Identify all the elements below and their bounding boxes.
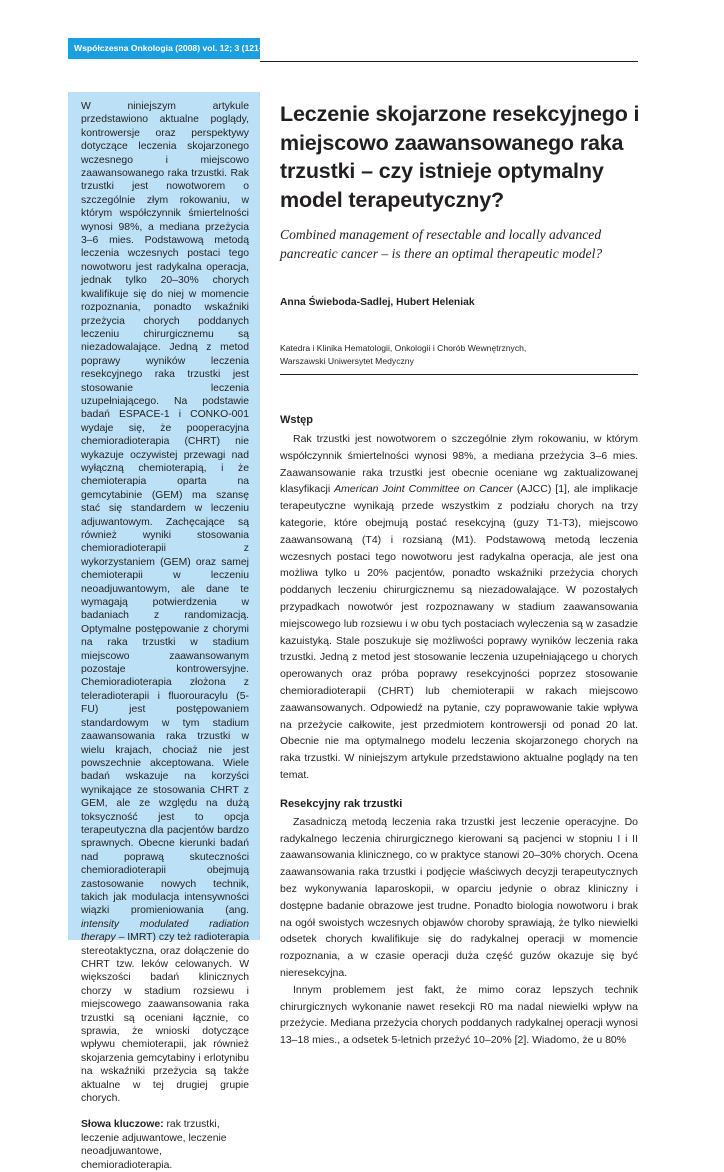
intro-italic-term: American Joint Committee on Cancer [334, 483, 513, 496]
journal-header: Współczesna Onkologia (2008) vol. 12; 3 (121–127) [68, 38, 260, 59]
abstract-text [81, 100, 249, 1105]
keywords [81, 1118, 249, 1172]
affiliation-line-1: Katedra i Klinika Hematologii, Onkologii i Chorób Wewnętrznych, [280, 343, 527, 353]
abstract-italic-term: intensity modulated radiation therapy [81, 918, 249, 944]
abstract-text-main: W niniejszym artykule przedstawiono aktualne poglądy, kontrowersje oraz perspektywy dotyczące leczenia skojarzonego wczesnego i miejscowo zaawansowanego raka trzustki. Rak trzustki jest nowotworem o szczególnie złym rokowaniu, w którym współczynnik śmiertelności wynosi 98%, a mediana przeżycia 3–6 mies. Podstawową metodą leczenia wczesnych postaci tego nowotworu jest radykalna operacja, jednak tylko 20–30% chorych kwalifikuje się do niej w momencie rozpoznania, ponadto wskaźniki przeżycia chorych poddanych leczeniu chirurgicznemu są niezadowalające. Jedną z metod poprawy wyników leczenia resekcyjnego raka trzustki jest stosowanie leczenia uzupełniającego. Na podstawie badań ESPACE-1 i CONKO-001 wydaje się, że pooperacyjna chemioradioterapia (CHRT) nie wykazuje oczywistej przewagi nad wyłączną chemioterapią, i że chemioterapia oparta na gemcytabinie (GEM) ma szansę stać się standardem w leczeniu adjuwantowym. Zachęcające są również wyniki stosowania chemioradioterapii z wykorzystaniem (GEM) oraz samej chemioterapii w leczeniu neoadjuwantowym, ale dane te wymagają potwierdzenia w badaniach z randomizacją. Optymalne postępowanie z chorymi na raka trzustki w stadium miejscowo zaawansowanym pozostaje kontrowersyjne. Chemioradioterapia złożona z teleradioterapii i fluorouracylu (5-FU) jest postępowaniem standardowym w tym stadium zaawansowania raka trzustki w wielu krajach, chociaż nie jest powszechnie akceptowana. Wiele badań wskazuje na korzyści wynikające ze stosowania CHRT z GEM, ale ze względu na dużą toksyczność jest to opcja terapeutyczna dla pacjentów bardzo sprawnych. Obecne kierunki badań nad poprawą skuteczności chemioradioterapii obejmują zastosowanie nowych technik, takich jak modulacja intensywności wiązki promieniowania (ang. [81, 101, 249, 917]
keywords-list: rak trzustki, leczenie adjuwantowe, leczenie neoadjuwantowe, chemioradioterapia. [81, 1119, 227, 1171]
affiliation-line-2: Warszawski Uniwersytet Medyczny [280, 355, 414, 366]
intro-text-part1: Rak trzustki jest nowotworem o szczególnie złym rokowaniu, w którym współczynnik śmiertelności wynosi 98%, a mediana przeżycia 3–6 mies. Zaawansowanie raka trzustki jest obecnie oceniane wg zaktualizowanej klasyfikacji [280, 433, 638, 496]
resectable-paragraph-1: Zasadniczą metodą leczenia raka trzustki jest leczenie operacyjne. Do radykalnego leczenia chirurgicznego kierowani są pacjenci w stopniu I i II zaawansowania klinicznego, co w praktyce stanowi 20–30% chorych. Ocena zaawansowania raka trzustki i podjęcie właściwych decyzji terapeutycznych bez wykonywania laparoskopii, w oparciu jedynie o obraz kliniczny i dostępne badanie obrazowe jest trudne. Ponadto biologia nowotworu i brak na ogół swoistych wczesnych objawów choroby sprawiają, że tylko niewielki odsetek chorych kwalifikuje się do radykalnej operacji w momencie rozpoznania, a w czasie operacji duża część guzów okazuje się być nieresekcyjna. [280, 815, 638, 979]
article-title: Leczenie skojarzone resekcyjnego i miejscowo zaawansowanego raka trzustki – czy istnieje optymalny model terapeutyczny? [280, 102, 640, 212]
article-body [280, 412, 638, 1047]
article-authors: Anna Świeboda-Sadlej, Hubert Heleniak [280, 297, 475, 308]
section-heading-introduction: Wstęp [280, 414, 313, 426]
keywords-label: Słowa kluczowe: [81, 1119, 164, 1131]
section-heading-resectable: Resekcyjny rak trzustki [280, 797, 403, 810]
abstract-box [68, 92, 260, 1171]
introduction-paragraph [280, 431, 638, 784]
article-affiliation [280, 342, 640, 367]
intro-text-part2: (AJCC) [1], ale implikacje terapeutyczne wynikają przede wszystkim z podziału chorych na trzy kategorie, które obejmują postać resekcyjną (guzy T1-T3), miejscowo zaawansowaną (T4) i rozsianą (M1). Podstawową metodą leczenia wczesnych postaci tego nowotworu jest radykalna operacja, ale jest ona możliwa tylko u 20% pacjentów, ponadto wskaźniki przeżycia chorych poddanych leczeniu chirurgicznemu są niezadowalające. W pozostałych przypadkach nowotwór jest rozpoznawany w stadium zaawansowania miejscowego lub rozsiewu i w obu tych postaciach wyleczenia są w zasadzie kazuistyką. Stale poszukuje się możliwości poprawy wyników leczenia raka trzustki. Jedną z metod jest stosowanie leczenia uzupełniającego u chorych operowanych oraz próba poprawy resekcyjności poprzez stosowanie chemioradioterapii (CHRT) lub chemioterapii w rakach miejscowo zaawansowanych. Odpowiedź na pytanie, czy poprawowanie takie wpływa na przeżycie całkowite, jest przedmiotem kontrowersji od ponad 20 lat. Obecnie nie ma optymalnego modelu leczenia skojarzonego chorych na raka trzustki. W niniejszym artykule przedstawiono aktualne poglądy na ten temat. [280, 483, 638, 781]
abstract-text-end: – IMRT) czy też radioterapia stereotaktyczna, oraz dołączenie do CHRT tzw. leków celowanych. W większości badań klinicznych chorzy w stadium rozsiewu i miejscowego zaawansowania raka trzustki są oceniani łącznie, co sprawia, że wnioski dotyczące wpływu chemioterapii, jak również skojarzenia gemcytabiny i erlotynibu na wskaźniki przeżycia są także aktualne w tej drugiej grupie chorych. [81, 932, 249, 1105]
resectable-paragraph-2: Innym problemem jest fakt, że mimo coraz lepszych technik chirurgicznych wykonanie nawet resekcji R0 ma nadal niewielki wpływ na przeżycie. Mediana przeżycia chorych poddanych radykalnej operacji wynosi 13–18 mies., a odsetek 5-letnich przeżyć 10–20% [2]. Wiadomo, że u 80% [280, 983, 638, 1047]
affiliation-rule [280, 374, 638, 375]
article-subtitle: Combined management of resectable and locally advanced pancreatic cancer – is there an optimal therapeutic model? [280, 227, 603, 261]
header-rule [260, 61, 638, 62]
